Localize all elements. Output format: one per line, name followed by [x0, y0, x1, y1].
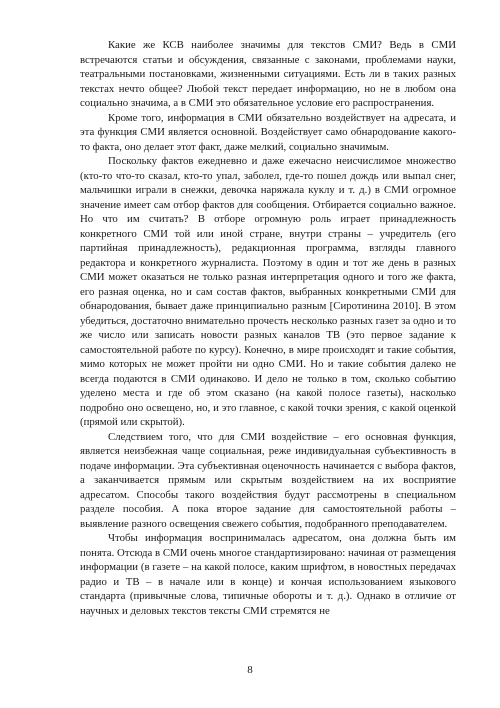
paragraph-1: Какие же КСВ наиболее значимы для текстов СМИ? Ведь в СМИ встречаются статьи и обсуждения, связанные с законами, проблемами науки, театральными постановками, жизненными ситуациями. Есть ли в таких разных текстах нечто общее? Любой текст передает информацию, но не в любом она социально значима, а в СМИ это обязательное условие его распространения.: [80, 39, 456, 109]
paragraph-4: Следствием того, что для СМИ воздействие – его основная функция, является неизбежная чаще социальная, реже индивидуальная субъективность в подаче информации. Эта субъективная оценочность начинается с выбора фактов, а заканчивается прямым или скрытым воздействием на их восприятие адресатом. Способы такого воздействия будут рассмотрены в специальном разделе пособия. А пока второе задание для самостоятельной работы – выявление разного освещения свежего события, подобранного преподавателем.: [80, 430, 456, 530]
paragraph-3: Поскольку фактов ежедневно и даже ежечасно неисчислимое множество (кто-то что-то сказал, кто-то упал, заболел, где-то пошел дождь или выпал снег, мальчишки играли в снежки, девочка наряжала куклу и т. д.) в СМИ огромное значение имеет сам отбор фактов для сообщения. Отбирается социально важное. Но что им считать? В отборе огромную роль играет принадлежность конкретного СМИ той или иной стране, внутри страны – учредитель (его партийная принадлежность), редакционная программа, взгляды главного редактора и конкретного журналиста. Поэтому в один и тот же день в разных СМИ может оказаться не только разная интерпретация одного и того же факта, его разная оценка, но и сам состав фактов, выбранных конкретными СМИ для обнародования, бывает даже принципиально разным [Сиротинина 2010]. В этом убедиться, достаточно внимательно прочесть несколько разных газет за одно и то же число или записать новости разных каналов ТВ (это первое задание к самостоятельной работе по курсу). Конечно, в мире происходят и такие события, мимо которых не может пройти ни одно СМИ. Но и такие события далеко не всегда подаются в СМИ одинаково. И дело не только в том, сколько событию уделено места и где об этом сказано (на какой полосе газеты), насколько подробно оно освещено, но, и это главное, с какой точки зрения, с какой оценкой (прямой или скрытой).: [80, 155, 456, 428]
page-body: [80, 38, 456, 618]
paragraph-2: Кроме того, информация в СМИ обязательно воздействует на адресата, и эта функция СМИ является основной. Воздействует само обнародование какого-то факта, оно делает этот факт, даже мелкий, социально значимым.: [80, 111, 456, 153]
paragraph-5: Чтобы информация воспринималась адресатом, она должна быть им понята. Отсюда в СМИ очень многое стандартизировано: начиная от размещения информации (в газете – на какой полосе, каким шрифтом, в новостных передачах радио и ТВ – в начале или в конце) и кончая использованием языкового стандарта (привычные слова, типичные обороты и т. д.). Однако в отличие от научных и деловых текстов тексты СМИ стремятся не: [80, 532, 456, 617]
page-number: 8: [247, 664, 253, 676]
